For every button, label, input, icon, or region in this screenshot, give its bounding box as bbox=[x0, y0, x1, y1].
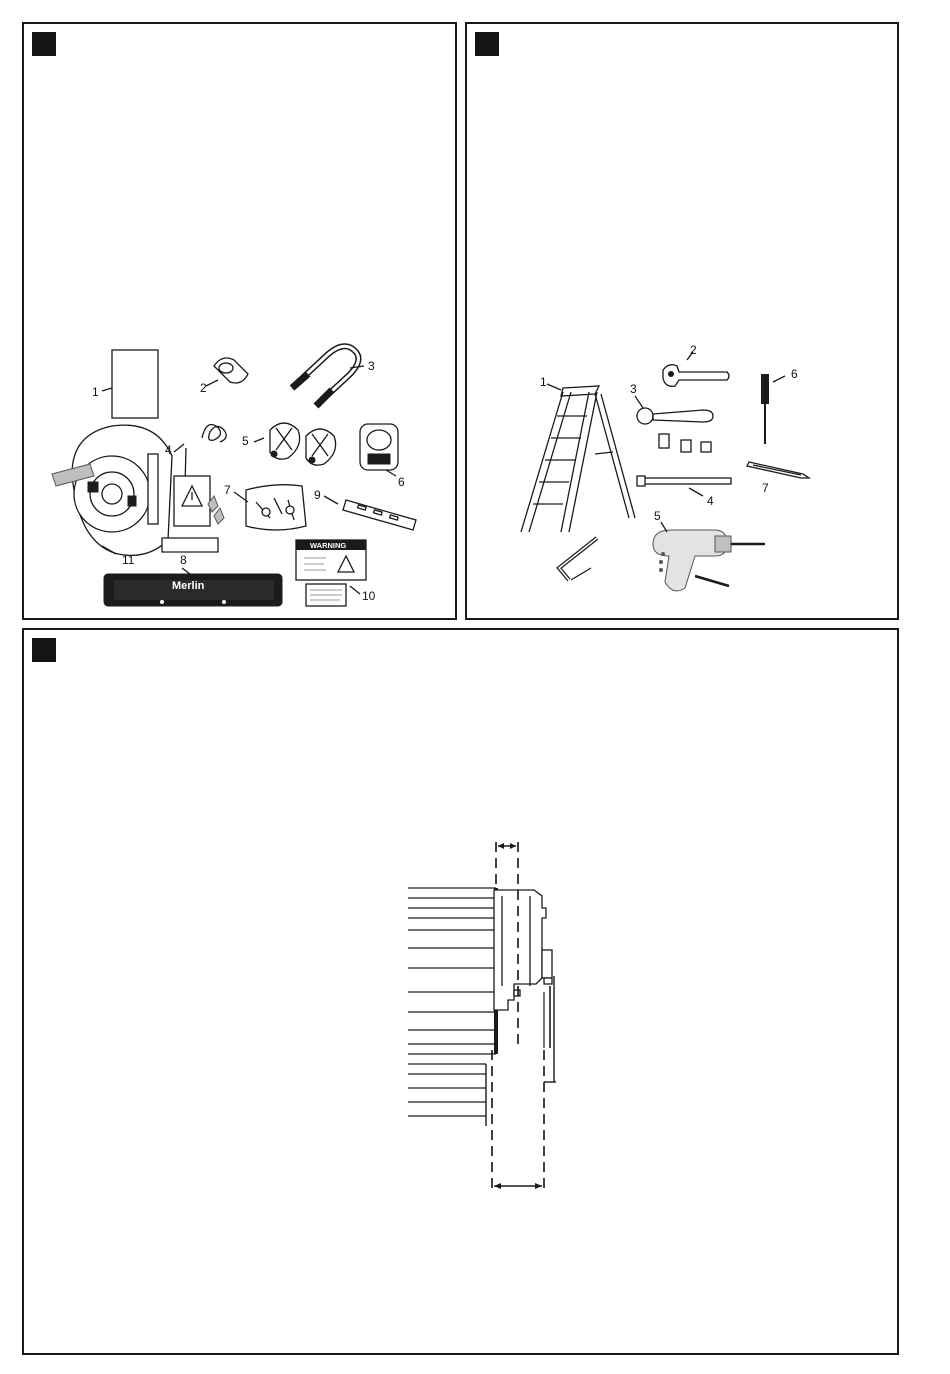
motor-unit-profile bbox=[494, 890, 552, 1048]
warning-label-title: WARNING bbox=[310, 541, 347, 550]
power-drill-and-bits bbox=[653, 522, 765, 591]
dimension-arrow-bottom bbox=[494, 1183, 542, 1189]
tool-label-3: 3 bbox=[630, 382, 637, 396]
remote-controls bbox=[254, 423, 336, 465]
dimension-arrow-top bbox=[498, 843, 516, 849]
panel-clearance-diagram bbox=[22, 628, 899, 1355]
step-ladder bbox=[521, 384, 635, 532]
opener-motor-unit bbox=[52, 425, 172, 555]
brand-logo: Merlin bbox=[172, 580, 205, 592]
wall-control-button bbox=[360, 424, 398, 476]
instruction-manual bbox=[112, 350, 158, 418]
tools-illustration bbox=[467, 24, 901, 622]
pencil bbox=[747, 462, 809, 478]
item-label-9: 9 bbox=[314, 488, 321, 502]
item-label-8: 8 bbox=[180, 553, 187, 567]
item-label-2: 2 bbox=[200, 381, 207, 395]
mounting-strap bbox=[324, 496, 416, 530]
item-label-6: 6 bbox=[398, 475, 405, 489]
item-label-10: 10 bbox=[362, 589, 376, 603]
screwdriver bbox=[761, 374, 785, 444]
cable-clip bbox=[206, 358, 248, 386]
socket-extension bbox=[637, 476, 731, 496]
tool-label-6: 6 bbox=[791, 367, 798, 381]
ratchet-and-sockets bbox=[635, 396, 713, 452]
item-label-5: 5 bbox=[242, 434, 249, 448]
tool-label-2: 2 bbox=[690, 343, 697, 357]
shutter-slats bbox=[408, 888, 496, 1116]
hex-key bbox=[559, 538, 597, 580]
item-label-11: 11 bbox=[122, 553, 135, 567]
panel-tools-required bbox=[465, 22, 899, 620]
u-bolt bbox=[292, 346, 364, 406]
tool-label-7: 7 bbox=[762, 481, 769, 495]
adjustable-wrench bbox=[663, 352, 729, 386]
panel-package-contents bbox=[22, 22, 457, 620]
item-label-3: 3 bbox=[368, 359, 375, 373]
item-label-1: 1 bbox=[92, 385, 99, 399]
item-label-4: 4 bbox=[165, 443, 172, 457]
tool-label-4: 4 bbox=[707, 494, 714, 508]
item-label-7: 7 bbox=[224, 483, 231, 497]
hardware-bag bbox=[234, 485, 306, 530]
package-contents-illustration bbox=[24, 24, 459, 622]
clearance-side-view bbox=[24, 630, 901, 1357]
tool-label-1: 1 bbox=[540, 375, 547, 389]
tool-label-5: 5 bbox=[654, 509, 661, 523]
